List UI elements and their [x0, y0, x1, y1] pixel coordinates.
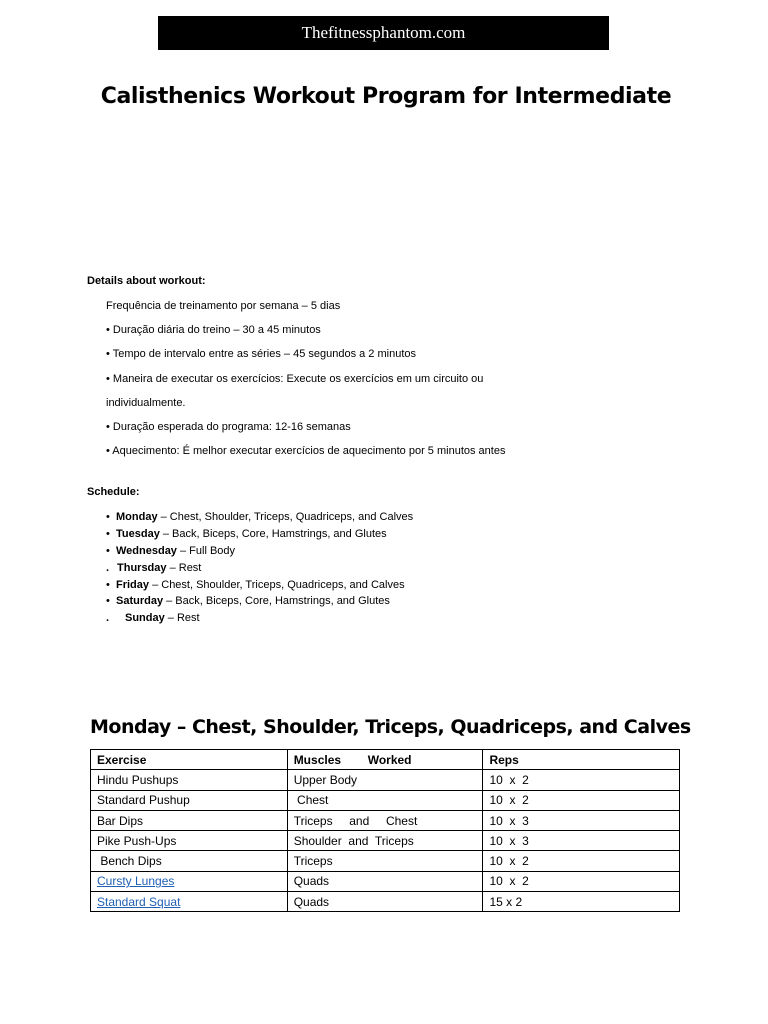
table-row [91, 892, 680, 912]
schedule-heading: Schedule: [87, 486, 140, 498]
column-header-muscles: Muscles Worked [287, 750, 483, 770]
schedule-desc: – Back, Biceps, Core, Hamstrings, and Glutes [163, 595, 390, 608]
bullet-icon: • [106, 544, 110, 557]
schedule-item [106, 561, 413, 578]
site-banner [158, 16, 609, 50]
schedule-desc: – Chest, Shoulder, Triceps, Quadriceps, and Calves [157, 511, 414, 523]
schedule-day: Tuesday [116, 527, 160, 540]
details-item: • Duração esperada do programa: 12-16 semanas [106, 420, 351, 433]
reps-cell: 10 x 2 [483, 790, 680, 810]
muscles-cell: Shoulder and Triceps [287, 831, 483, 851]
table-header-row [91, 750, 680, 770]
table-row [91, 810, 680, 830]
schedule-desc: – Rest [166, 561, 202, 574]
schedule-desc: – Full Body [176, 544, 236, 557]
table-row [91, 770, 680, 790]
bullet-icon: • [106, 527, 110, 540]
schedule-item [106, 594, 413, 611]
schedule-list [106, 510, 413, 628]
details-item: • Maneira de executar os exercícios: Execute os exercícios em um circuito ou [106, 372, 484, 385]
details-item: • Tempo de intervalo entre as séries – 45 segundos a 2 minutos [106, 348, 416, 361]
schedule-day: Sunday [125, 612, 165, 625]
details-item: Frequência de treinamento por semana – 5 dias [106, 300, 341, 312]
exercise-cell: Bar Dips [91, 810, 288, 830]
site-name: Thefitnessphantom.com [301, 23, 466, 42]
reps-cell: 10 x 2 [483, 871, 680, 891]
schedule-day: Saturday [116, 595, 164, 608]
page-title: Calisthenics Workout Program for Intermediate [100, 84, 672, 109]
schedule-item [106, 578, 413, 595]
exercise-cell: Hindu Pushups [91, 770, 288, 790]
details-item: • Aquecimento: É melhor executar exercícios de aquecimento por 5 minutos antes [106, 445, 506, 458]
bullet-icon: • [106, 511, 110, 523]
reps-cell: 15 x 2 [483, 892, 680, 912]
monday-section-heading: Monday – Chest, Shoulder, Triceps, Quadriceps, and Calves [90, 716, 691, 738]
muscles-cell: Quads [287, 871, 483, 891]
reps-cell: 10 x 2 [483, 851, 680, 871]
schedule-day: Thursday [117, 561, 167, 574]
exercise-cell: Standard Pushup [91, 790, 288, 810]
monday-exercise-table [90, 749, 680, 912]
exercise-cell [91, 871, 288, 891]
bullet-icon: • [106, 595, 110, 608]
standard-squat-link[interactable]: Standard Squat [97, 894, 181, 909]
details-heading: Details about workout: [87, 275, 206, 287]
table-row [91, 790, 680, 810]
bullet-icon: . [106, 561, 110, 574]
schedule-item [106, 510, 413, 527]
reps-cell: 10 x 3 [483, 810, 680, 830]
table-row [91, 851, 680, 871]
schedule-day: Wednesday [116, 544, 177, 557]
table-row [91, 831, 680, 851]
schedule-item [106, 544, 413, 561]
table-row [91, 871, 680, 891]
schedule-day: Friday [116, 578, 150, 591]
muscles-cell: Upper Body [287, 770, 483, 790]
muscles-cell: Chest [287, 790, 483, 810]
schedule-item [106, 611, 413, 628]
exercise-cell: Pike Push-Ups [91, 831, 288, 851]
details-item: • Duração diária do treino – 30 a 45 minutos [106, 324, 321, 337]
exercise-cell [91, 892, 288, 912]
reps-cell: 10 x 2 [483, 770, 680, 790]
exercise-cell: Bench Dips [91, 851, 288, 871]
schedule-item [106, 527, 413, 544]
muscles-cell: Quads [287, 892, 483, 912]
column-header-reps: Reps [483, 750, 680, 770]
schedule-day: Monday [116, 511, 158, 523]
bullet-icon: • [106, 578, 110, 591]
bullet-icon: . [106, 612, 110, 625]
cursty-lunges-link[interactable]: Cursty Lunges [97, 874, 175, 889]
schedule-desc: – Chest, Shoulder, Triceps, Quadriceps, and Calves [149, 578, 405, 591]
schedule-desc: – Rest [164, 612, 200, 625]
muscles-cell: Triceps and Chest [287, 810, 483, 830]
schedule-desc: – Back, Biceps, Core, Hamstrings, and Glutes [159, 527, 387, 540]
muscles-cell: Triceps [287, 851, 483, 871]
column-header-exercise: Exercise [91, 750, 288, 770]
details-item: individualmente. [106, 396, 186, 409]
reps-cell: 10 x 3 [483, 831, 680, 851]
details-list [106, 298, 505, 467]
